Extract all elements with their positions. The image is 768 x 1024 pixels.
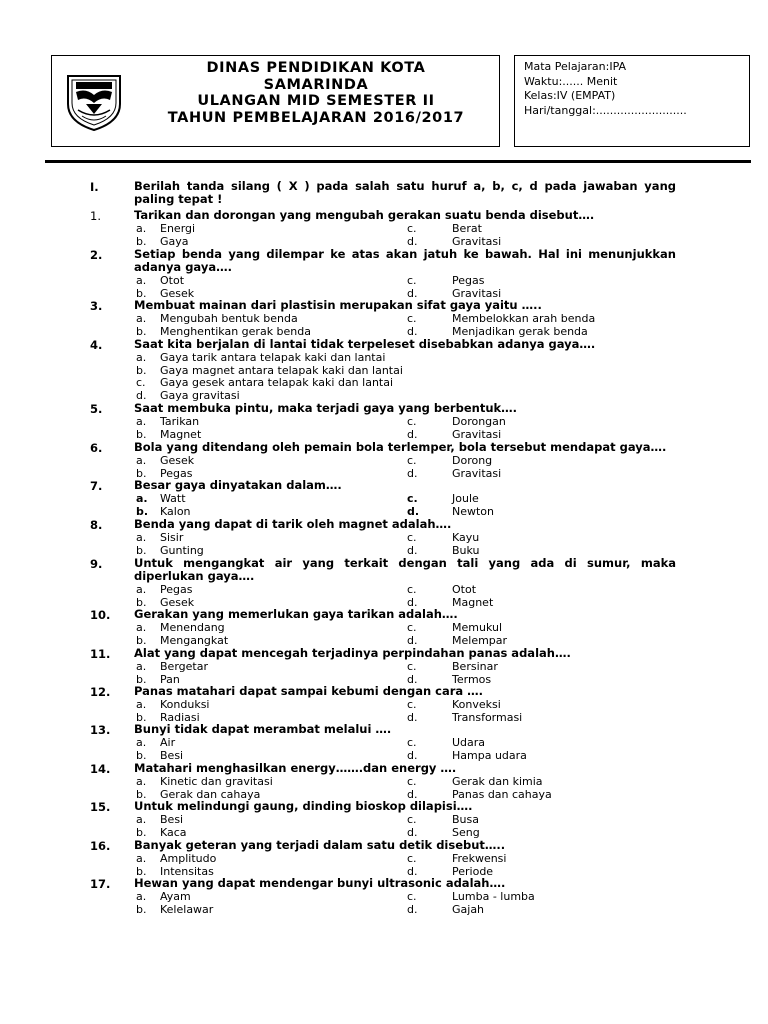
option-letter: a. — [136, 274, 147, 287]
option-text: Menendang — [160, 621, 225, 634]
option-letter: d. — [407, 748, 418, 762]
option-letter: a. — [136, 813, 147, 826]
option-text: Konduksi — [160, 698, 210, 711]
option-letter: b. — [136, 633, 147, 647]
option-text: Memukul — [452, 621, 503, 634]
option-letter: c. — [407, 454, 417, 467]
question-text: Matahari menghasilkan energy…….dan energy …. — [134, 761, 457, 775]
option-letter: c. — [407, 660, 417, 673]
option-letter: d. — [407, 787, 418, 801]
option-letter: c. — [407, 698, 417, 711]
question-text: Membuat mainan dari plastisin merupakan sifat gaya yaitu ….. — [134, 298, 542, 312]
option-letter: d. — [407, 504, 420, 518]
option-text: Dorongan — [452, 415, 506, 428]
option-text: Otot — [160, 274, 185, 287]
option-text: Gajah — [452, 902, 485, 916]
header-title — [140, 60, 492, 126]
option-letter: b. — [136, 672, 147, 686]
option-letter: a. — [136, 415, 147, 428]
option-text: Buku — [452, 543, 480, 557]
question-number: 7. — [90, 479, 103, 493]
section-number: I. — [90, 180, 99, 194]
option-text: Gaya gesek antara telapak kaki dan lantai — [160, 376, 394, 389]
option-text: Bergetar — [160, 660, 208, 673]
option-text: Gaya magnet antara telapak kaki dan lantai — [160, 363, 403, 377]
option-text: Amplitudo — [160, 852, 217, 865]
option-letter: a. — [136, 583, 147, 596]
option-letter: c. — [407, 852, 417, 865]
option-letter: b. — [136, 427, 147, 441]
option-text: Kaca — [160, 825, 187, 839]
option-text: Melempar — [452, 633, 508, 647]
question-text: Panas matahari dapat sampai kebumi dengan cara …. — [134, 684, 484, 698]
option-text: Mengubah bentuk benda — [160, 312, 298, 325]
question-number: 8. — [90, 518, 103, 532]
subject-field: Mata Pelajaran:IPA — [524, 60, 627, 73]
question-text: Besar gaya dinyatakan dalam…. — [134, 478, 342, 492]
option-text: Sisir — [160, 531, 184, 544]
option-letter: b. — [136, 466, 147, 480]
option-letter: c. — [407, 813, 417, 826]
option-text: Transformasi — [452, 710, 523, 724]
option-letter: c. — [407, 890, 417, 903]
option-letter: a. — [136, 454, 147, 467]
option-text: Gravitasi — [452, 234, 502, 248]
option-text: Gesek — [160, 595, 195, 609]
date-field: Hari/tanggal:.......................... — [524, 103, 687, 117]
option-letter: c. — [407, 583, 417, 596]
option-letter: c. — [407, 736, 417, 749]
option-letter: b. — [136, 748, 147, 762]
question-text: Bunyi tidak dapat merambat melalui …. — [134, 722, 392, 736]
option-letter: d. — [407, 427, 418, 441]
option-text: Otot — [452, 583, 477, 596]
option-text: Menjadikan gerak benda — [452, 324, 588, 338]
option-letter: b. — [136, 710, 147, 724]
option-text: Gravitasi — [452, 466, 502, 480]
option-letter: d. — [407, 543, 418, 557]
question-number: 17. — [90, 877, 111, 891]
option-letter: c. — [407, 222, 417, 235]
question-number: 1. — [90, 209, 101, 223]
option-text: Gaya tarik antara telapak kaki dan lantai — [160, 351, 386, 364]
option-text: Panas dan cahaya — [452, 787, 552, 801]
question-text: Setiap benda yang dilempar ke atas akan jatuh ke bawah. Hal ini menunjukkan adanya gaya…. — [134, 247, 676, 274]
question-number: 14. — [90, 762, 111, 776]
option-text: Magnet — [160, 427, 202, 441]
option-text: Busa — [452, 813, 479, 826]
question-number: 16. — [90, 839, 111, 853]
option-text: Pegas — [452, 274, 485, 287]
option-text: Kelelawar — [160, 902, 214, 916]
question-text: Saat membuka pintu, maka terjadi gaya yang berbentuk…. — [134, 401, 518, 415]
question-text: Untuk mengangkat air yang terkait dengan tali yang ada di sumur, maka diperlukan gaya…. — [134, 556, 676, 583]
option-letter: a. — [136, 621, 147, 634]
option-text: Frekwensi — [452, 852, 507, 865]
question-text: Gerakan yang memerlukan gaya tarikan adalah…. — [134, 607, 458, 621]
question-number: 9. — [90, 557, 103, 571]
question-text: Bola yang ditendang oleh pemain bola terlemper, bola tersebut mendapat gaya…. — [134, 440, 667, 454]
option-letter: b. — [136, 864, 147, 878]
option-letter: d. — [407, 902, 418, 916]
question-number: 4. — [90, 338, 103, 352]
option-letter: d. — [407, 595, 418, 609]
question-number: 5. — [90, 402, 103, 416]
option-letter: d. — [407, 234, 418, 248]
option-letter: d. — [407, 633, 418, 647]
option-letter: d. — [136, 388, 147, 402]
option-letter: d. — [407, 825, 418, 839]
option-text: Membelokkan arah benda — [452, 312, 596, 325]
option-text: Periode — [452, 864, 494, 878]
option-text: Hampa udara — [452, 748, 527, 762]
option-letter: a. — [136, 698, 147, 711]
section-instruction: Berilah tanda silang ( X ) pada salah satu huruf a, b, c, d pada jawaban yang paling tepat ! — [134, 179, 676, 206]
option-text: Radiasi — [160, 710, 200, 724]
question-number: 12. — [90, 685, 111, 699]
header-title-line: DINAS PENDIDIKAN KOTA — [206, 60, 426, 76]
option-text: Pegas — [160, 583, 193, 596]
option-text: Kalon — [160, 504, 191, 518]
option-letter: c. — [407, 621, 417, 634]
header-box — [51, 55, 500, 147]
header-title-line: TAHUN PEMBELAJARAN 2016/2017 — [167, 109, 465, 126]
option-text: Menghentikan gerak benda — [160, 324, 312, 338]
option-text: Konveksi — [452, 698, 501, 711]
option-letter: c. — [407, 312, 417, 325]
option-letter: a. — [136, 736, 147, 749]
option-letter: c. — [136, 376, 146, 389]
option-letter: b. — [136, 504, 149, 518]
option-letter: c. — [407, 775, 417, 788]
question-text: Untuk melindungi gaung, dinding bioskop dilapisi…. — [134, 799, 473, 813]
option-letter: a. — [136, 312, 147, 325]
option-text: Pegas — [160, 466, 193, 480]
option-letter: b. — [136, 286, 147, 300]
option-letter: c. — [407, 274, 417, 287]
option-text: Gunting — [160, 543, 204, 557]
option-letter: b. — [136, 363, 147, 377]
option-text: Gaya — [160, 234, 189, 248]
question-text: Saat kita berjalan di lantai tidak terpeleset disebabkan adanya gaya…. — [134, 337, 596, 351]
question-number: 10. — [90, 608, 111, 622]
option-text: Bersinar — [452, 660, 498, 673]
option-letter: a. — [136, 222, 147, 235]
option-text: Besi — [160, 748, 184, 762]
option-letter: d. — [407, 466, 418, 480]
question-number: 13. — [90, 723, 111, 737]
header-divider — [45, 160, 751, 163]
question-text: Tarikan dan dorongan yang mengubah gerakan suatu benda disebut…. — [134, 208, 595, 222]
option-text: Tarikan — [160, 415, 200, 428]
option-letter: d. — [407, 864, 418, 878]
question-text: Alat yang dapat mencegah terjadinya perpindahan panas adalah…. — [134, 646, 571, 660]
option-letter: c. — [407, 492, 418, 505]
option-letter: d. — [407, 286, 418, 300]
option-text: Seng — [452, 825, 480, 839]
option-text: Kayu — [452, 531, 480, 544]
option-text: Gravitasi — [452, 286, 502, 300]
option-text: Energi — [160, 222, 196, 235]
option-letter: b. — [136, 324, 147, 338]
header-title-line: SAMARINDA — [263, 76, 369, 93]
option-text: Gesek — [160, 286, 195, 300]
option-text: Gesek — [160, 454, 195, 467]
option-letter: c. — [407, 531, 417, 544]
option-text: Air — [160, 736, 176, 749]
question-number: 15. — [90, 800, 111, 814]
samarinda-emblem-icon — [64, 70, 124, 132]
option-text: Besi — [160, 813, 184, 826]
class-field: Kelas:IV (EMPAT) — [524, 89, 616, 102]
option-text: Watt — [160, 492, 186, 505]
question-text: Banyak geteran yang terjadi dalam satu detik disebut….. — [134, 838, 506, 852]
option-text: Mengangkat — [160, 633, 229, 647]
header-title-line: ULANGAN MID SEMESTER II — [197, 93, 435, 109]
option-letter: d. — [407, 710, 418, 724]
option-text: Ayam — [160, 890, 191, 903]
option-letter: d. — [407, 672, 418, 686]
option-letter: b. — [136, 595, 147, 609]
option-text: Dorong — [452, 454, 493, 467]
question-number: 3. — [90, 299, 103, 313]
option-letter: a. — [136, 775, 147, 788]
option-text: Udara — [452, 736, 486, 749]
question-text: Benda yang dapat di tarik oleh magnet adalah…. — [134, 517, 452, 531]
option-letter: a. — [136, 890, 147, 903]
option-letter: a. — [136, 492, 148, 505]
option-text: Magnet — [452, 595, 494, 609]
option-text: Lumba - lumba — [452, 890, 535, 903]
question-number: 6. — [90, 441, 103, 455]
option-letter: b. — [136, 825, 147, 839]
option-text: Gaya gravitasi — [160, 388, 240, 402]
exam-info-box — [514, 55, 750, 147]
option-letter: c. — [407, 415, 417, 428]
option-text: Gravitasi — [452, 427, 502, 441]
option-letter: b. — [136, 543, 147, 557]
option-text: Kinetic dan gravitasi — [160, 775, 273, 788]
option-letter: a. — [136, 852, 147, 865]
option-text: Termos — [452, 672, 492, 686]
option-text: Intensitas — [160, 864, 214, 878]
question-number: 11. — [90, 647, 111, 661]
option-letter: a. — [136, 531, 147, 544]
option-letter: b. — [136, 787, 147, 801]
option-text: Pan — [160, 672, 180, 686]
option-text: Gerak dan kimia — [452, 775, 543, 788]
time-field: Waktu:...... Menit — [524, 74, 618, 88]
option-text: Gerak dan cahaya — [160, 787, 261, 801]
option-text: Newton — [452, 504, 495, 518]
option-text: Berat — [452, 222, 482, 235]
question-text: Hewan yang dapat mendengar bunyi ultrasonic adalah…. — [134, 876, 506, 890]
option-text: Joule — [452, 492, 479, 505]
option-letter: b. — [136, 902, 147, 916]
option-letter: b. — [136, 234, 147, 248]
question-number: 2. — [90, 248, 103, 262]
option-letter: d. — [407, 324, 418, 338]
option-letter: a. — [136, 660, 147, 673]
option-letter: a. — [136, 351, 147, 364]
